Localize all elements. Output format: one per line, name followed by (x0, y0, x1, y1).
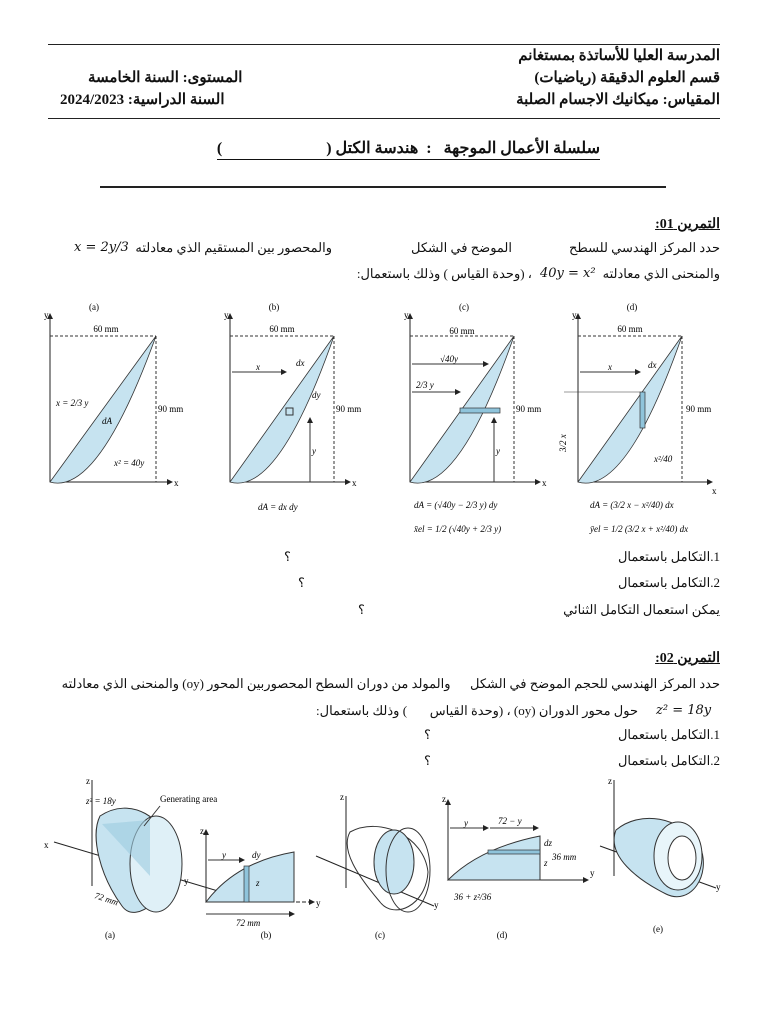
figure-2a (44, 776, 228, 940)
fig1a-axis-y: y (44, 310, 49, 320)
year-label: السنة الدراسية: 2024/2023 (60, 92, 225, 108)
fig1a-curve-eq: x² = 40y (114, 458, 145, 468)
ex1-text-1c: والمحصور بين المستقيم الذي معادلته (135, 240, 332, 255)
fig2d-y72: 72 − y (498, 816, 522, 826)
fig2b-y: y (222, 850, 226, 860)
fig2c-axis-y: y (434, 900, 439, 910)
figure-1a (44, 302, 183, 488)
fig1b-formula: dA = dx dy (258, 502, 298, 512)
fig1c-width: 60 mm (449, 326, 475, 336)
fig2b-z: z (256, 878, 260, 888)
fig1a-axis-x: x (174, 478, 179, 488)
ex1-line-equation: x = 2y/3 (74, 240, 129, 255)
figure-1d (558, 302, 717, 534)
fig2c-axis-z: z (340, 792, 344, 802)
fig2c-label: (c) (375, 930, 385, 940)
fig1c-axis-x: x (542, 478, 547, 488)
fig1d-axis-y: y (572, 310, 577, 320)
ex1-curve-equation: 40y = x² (540, 266, 596, 281)
fig1a-label: (a) (89, 302, 99, 312)
module-name: المقياس: ميكانيك الاجسام الصلبة (516, 92, 720, 108)
fig1b-axis-y: y (224, 310, 229, 320)
fig1b-height: 90 mm (336, 404, 362, 414)
fig2e-axis-y: y (716, 882, 721, 892)
figure-2b (200, 826, 321, 940)
fig2b-label: (b) (260, 930, 272, 940)
fig2a-axis-y: y (184, 876, 189, 886)
fig1a-height: 90 mm (158, 404, 184, 414)
fig1b-y: y (312, 446, 316, 456)
fig1c-frac: 2/3 y (416, 380, 434, 390)
figure-2c (316, 792, 439, 940)
fig1d-x: x (608, 362, 612, 372)
fig1c-axis-y: y (404, 310, 409, 320)
ex1-text-2a: والمنحنى الذي معادلته (602, 266, 720, 281)
fig1b-label: (b) (268, 302, 280, 312)
fig2e-axis-z: z (608, 776, 612, 786)
fig1a-line-eq: x = 2/3 y (56, 398, 89, 408)
school-name: المدرسة العليا للأساتذة بمستغانم (518, 48, 720, 64)
figure-1c (404, 302, 547, 534)
fig2a-axis-z: z (86, 776, 90, 786)
fig2d-axis-z: z (442, 794, 446, 804)
fig1d-height: 90 mm (686, 404, 712, 414)
ex2-equation: z² = 18y (656, 703, 712, 718)
level-label: المستوى: السنة الخامسة (88, 70, 243, 86)
fig1d-axis-x: x (712, 486, 717, 496)
ex2-text-2: حول محور الدوران (oy) ، (وحدة القياس ) وذلك باستعمال: (316, 703, 638, 718)
fig2b-axis-z: z (200, 826, 204, 836)
fig2d-h36: 36 mm (552, 852, 577, 862)
fig2a-generating: Generating area (160, 794, 218, 804)
ex1-question-3: يمكن استعمال التكامل الثنائي (563, 602, 720, 617)
fig1c-formula-1: dA = (√40y − 2/3 y) dy (414, 500, 498, 510)
fig1b-x: x (256, 362, 260, 372)
figure-1b (224, 302, 361, 512)
fig2d-z: z (544, 858, 548, 868)
fig1c-height: 90 mm (516, 404, 542, 414)
figure-2 (40, 776, 730, 944)
fig1d-formula-1: dA = (3/2 x − x²/40) dx (590, 500, 674, 510)
fig1c-formula-2: x̄el = 1/2 (√40y + 2/3 y) (414, 524, 502, 534)
ex1-text-1a: حدد المركز الهندسي للسطح (569, 240, 720, 255)
fig2d-bottom: 36 + z²/36 (454, 892, 492, 902)
ex1-text-2b: ، (وحدة القياس ) وذلك باستعمال: (356, 266, 532, 281)
series-title: سلسلة الأعمال الموجهة : هندسة الكتل ( ) (217, 138, 600, 160)
fig2d-axis-y: y (590, 868, 595, 878)
header-top-rule (48, 44, 720, 45)
ex2-question-1: 1.التكامل باستعمال (617, 727, 720, 742)
fig2a-label: (a) (105, 930, 115, 940)
figure-2d (442, 794, 595, 940)
fig1d-formula-2: ȳel = 1/2 (3/2 x + x²/40) dx (590, 524, 689, 534)
department-name: قسم العلوم الدقيقة (رياضيات) (534, 70, 720, 86)
fig2a-axis-x: x (44, 840, 49, 850)
fig1d-label: (d) (626, 302, 638, 312)
fig2d-area (448, 836, 540, 880)
fig1b-area (230, 336, 334, 483)
ex1-text-1b: الموضح في الشكل (411, 240, 512, 255)
header-bottom-rule (48, 118, 720, 119)
fig1b-axis-x: x (352, 478, 357, 488)
ex2-question-2: 2.التكامل باستعمال (617, 753, 720, 768)
ex1-question-1-mark: ؟ (284, 549, 291, 564)
fig2b-dy: dy (252, 850, 261, 860)
fig2e-label: (e) (653, 924, 663, 934)
exercise-1-title: التمرين 01: (655, 217, 720, 232)
ex2-question-2-mark: ؟ (424, 753, 431, 768)
fig2d-label: (d) (496, 930, 508, 940)
ex1-question-3-mark: ؟ (358, 602, 365, 617)
fig1a-width: 60 mm (93, 324, 119, 334)
fig1b-dy: dy (312, 390, 321, 400)
fig2a-eq: z² = 18y (86, 796, 116, 806)
ex2-question-1-mark: ؟ (424, 727, 431, 742)
fig1a-area-label: dA (102, 416, 112, 426)
fig1d-width: 60 mm (617, 324, 643, 334)
exercise-2-title: التمرين 02: (655, 651, 720, 666)
fig1d-dx: dx (648, 360, 657, 370)
fig2a-len: 72 mm (93, 890, 120, 908)
fig1d-par: x²/40 (654, 454, 673, 464)
fig1c-sqrt: √40y (440, 354, 458, 364)
fig1c-y: y (496, 446, 500, 456)
fig2b-axis-y: y (316, 898, 321, 908)
ex1-question-1: 1.التكامل باستعمال (617, 549, 720, 564)
figure-2e (600, 776, 721, 934)
ex1-question-2-mark: ؟ (298, 575, 305, 590)
fig1c-label: (c) (459, 302, 469, 312)
ex2-text-1: حدد المركز الهندسي للحجم الموضح في الشكل والمولد من دوران السطح المحصوربين المحور (oy) والمنحنى الذي معادلته (61, 676, 720, 691)
fig1d-lin: 3/2 x (558, 434, 568, 452)
fig1b-dx: dx (296, 358, 305, 368)
figure-1 (36, 296, 726, 540)
title-separator (100, 186, 666, 188)
fig1b-width: 60 mm (269, 324, 295, 334)
ex1-question-2: 2.التكامل باستعمال (617, 575, 720, 590)
fig2d-dz: dz (544, 838, 553, 848)
fig2d-y: y (464, 818, 468, 828)
fig2b-len: 72 mm (236, 918, 261, 928)
